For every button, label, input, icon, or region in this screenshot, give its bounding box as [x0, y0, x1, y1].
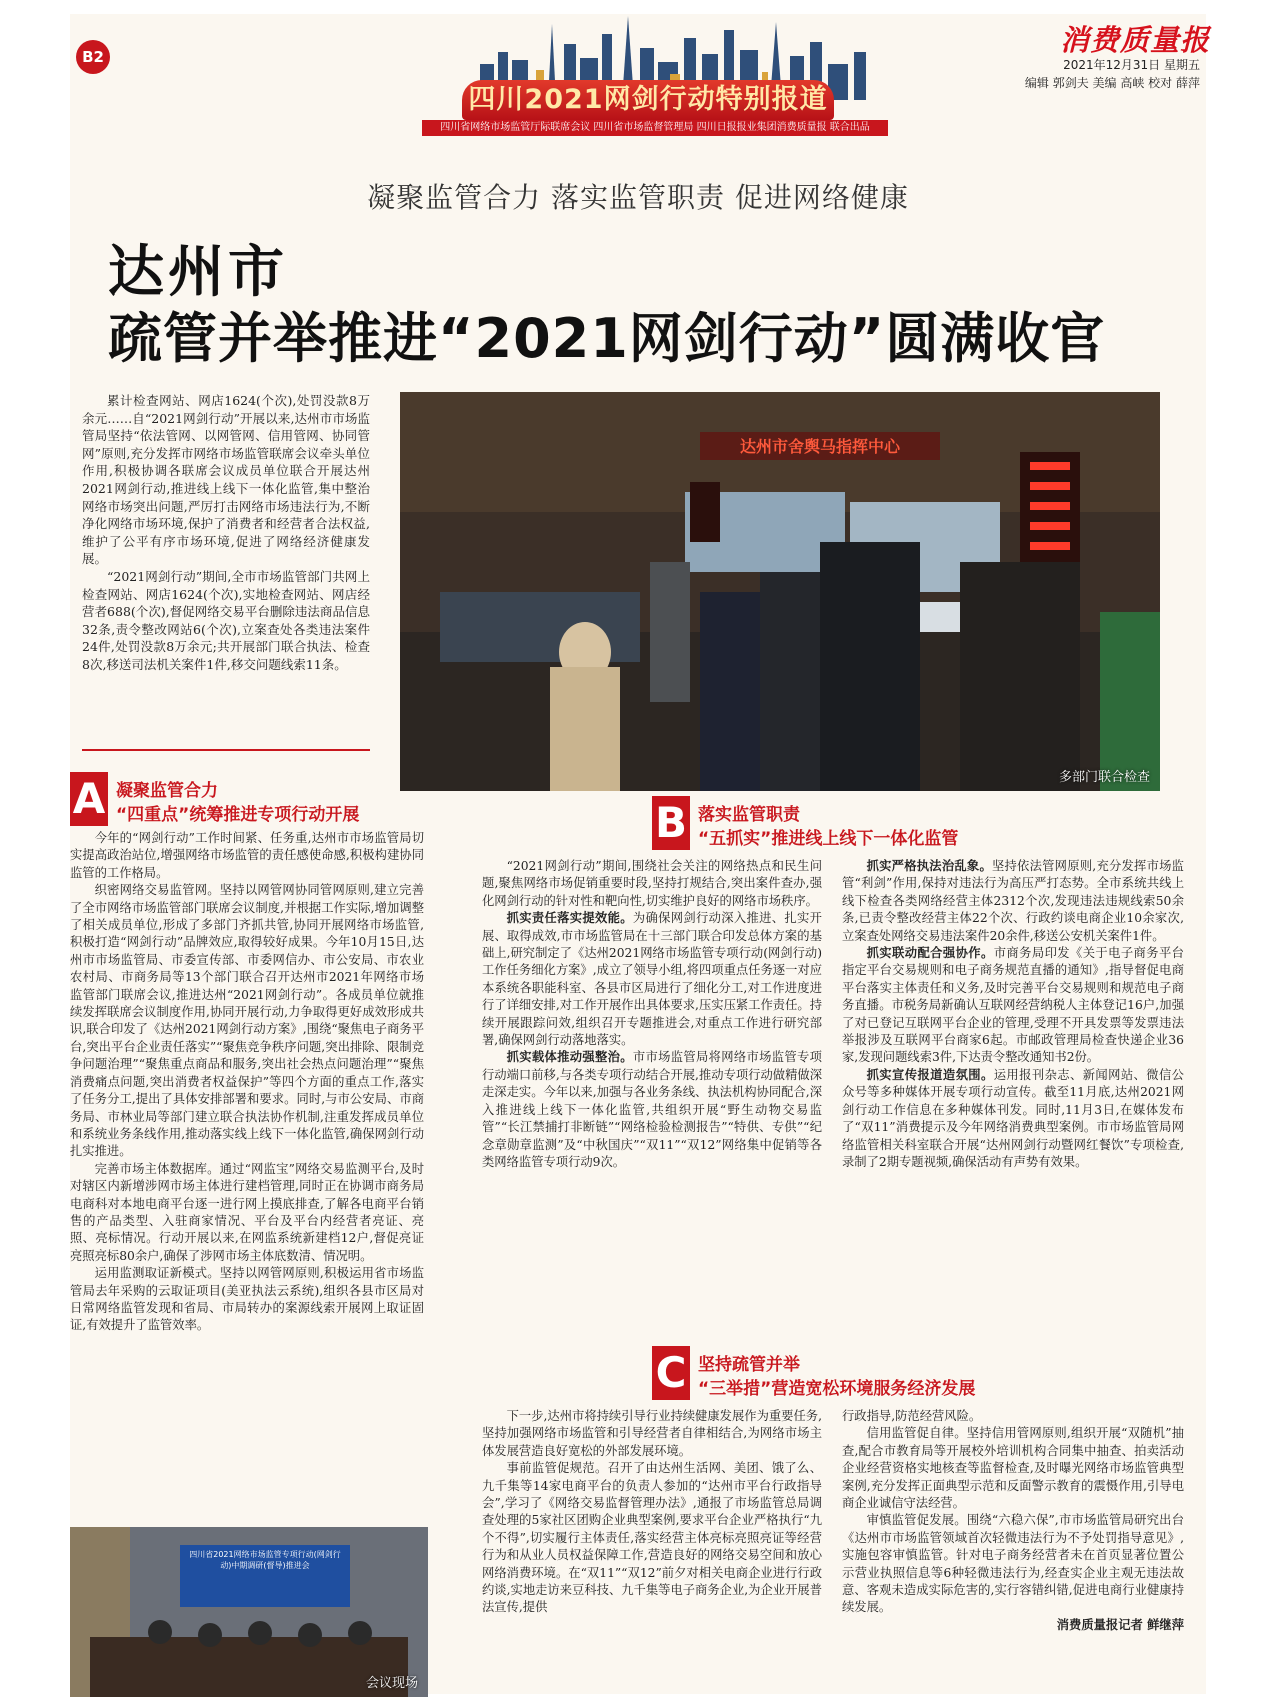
- section-c-paragraph-4: 信用监管促自律。坚持信用管网原则,组织开展“双随机”抽查,配合市教育局等开展校外培训机构合同集中抽查、拍卖活动企业经营资格实地核查等监督检查,及时曝光网络市场监管典型案例,充分发挥正面典型示范和反面警示教育的震慑作用,引导电商企业诚信守法经营。: [842, 1426, 1184, 1511]
- section-a-paragraph-2: 织密网络交易监管网。坚持以网管网协同管网原则,建立完善了全市网络市场监管部门联席会议制度,并根据工作实际,增加调整了相关成员单位,形成了多部门齐抓共管,协同开展网络市场监管,积极打造“网剑行动”品牌效应,取得较好成果。今年10月15日,达州市市场监管局、市委宣传部、市委网信办、市公安局、市农业农村局、市商务局等13个部门联合召开达州市2021年网络市场监管部门联席会议,推进达州“2021网剑行动”。各成员单位就推续发挥联席会议制度作用,协同开展行动,力争取得更好成效形成共识,联合印发了《达州2021网剑行动方案》,围绕“聚焦电子商务平台,突出平台企业责任落实”“聚焦竞争秩序问题,突出排除、限制竞争问题治理”“聚焦重点商品和服务,突出社会热点问题治理”“聚焦消费痛点问题,突出消费者权益保护”等四个方面的重点工作,落实了任务分工,提出了具体安排部署和要求。同时,与市公安局、市商务局、市林业局等部门建立联合执法协作机制,注重发挥成员单位和系统业务条线作用,推动落实线上线下一体化监管,确保网剑行动扎实推进。: [70, 883, 424, 1159]
- section-b-body-right: [842, 858, 1184, 1171]
- headline-title-line1: 达州市: [108, 240, 288, 305]
- page-number-badge: B2: [76, 40, 110, 74]
- section-a-title: 凝聚监管合力: [116, 781, 218, 801]
- lead-paragraph-2: “2021网剑行动”期间,全市市场监管部门共网上检查网站、网店1624(个次),实地检查网站、网店经营者688(个次),督促网络交易平台删除违法商品信息32条,责令整改网站6(个次),立案查处各类违法案件24件,处罚没款8万余元;共开展部门联合执法、检查8次,移送司法机关案件1件,移交问题线索11条。: [82, 568, 370, 672]
- section-b-paragraph-5: 抓实宣传报道造氛围。运用报刊杂志、新闻网站、微信公众号等多种媒体开展专项行动宣传。截至11月底,达州2021网剑行动工作信息在多种媒体刊发。同时,11月3日,在媒体发布了“双11”消费提示及今年网络消费典型案例。市市场监管局网络监管相关科室联合开展“达州网剑行动暨网红餐饮”专项检查,录制了2期专题视频,确保活动有声势有效果。: [842, 1067, 1184, 1169]
- section-c-body-right: [842, 1408, 1184, 1634]
- section-a-subtitle: “四重点”统筹推进专项行动开展: [116, 805, 360, 825]
- section-b-title: 落实监管职责: [698, 805, 800, 825]
- section-c-marker: C: [652, 1346, 690, 1400]
- lead-paragraphs: [82, 392, 370, 674]
- section-c-paragraph-3: 行政指导,防范经营风险。: [842, 1409, 982, 1423]
- section-a-marker: A: [70, 772, 108, 826]
- section-b-lead-2: 抓实载体推动强整治。: [506, 1050, 633, 1065]
- section-b-lead-1: 抓实责任落实提效能。: [506, 911, 633, 926]
- section-c-subtitle: “三举措”营造宽松环境服务经济发展: [698, 1379, 976, 1399]
- special-report-banner: 四川2021网剑行动特别报道: [462, 80, 834, 120]
- command-center-scene: [400, 392, 1160, 791]
- section-b-paragraph-4: 抓实联动配合强协作。市商务局印发《关于电子商务平台指定平台交易规则和电子商务规范直播的通知》,指导督促电商平台落实主体责任和义务,及时完善平台交易规则和规范电子商务直播。市税务局新确认互联网经营纳税人主体登记16户,加强了对已登记互联网平台企业的管理,受理不开具发票等发票违法举报涉及互联网平台商家6起。市邮政管理局检查快递企业36家,发现问题线索3件,下达责令整改通知书2份。: [842, 946, 1184, 1065]
- section-b-lead-3: 抓实严格执法治乱象。: [866, 859, 992, 873]
- section-b-paragraph-2: 抓实载体推动强整治。市市场监管局将网络市场监管专项行动端口前移,与各类专项行动结合开展,推动专项行动做精做深走深走实。今年以来,加强与各业务条线、执法机构协同配合,深入推进线上线下一体化监管,共组织开展“野生动物交易监管”“长江禁捕打非断链”“网络检验检测报告”“特供、专供”“纪念章勋章监测”及“中秋国庆”“双11”“双12”网络集中促销等各类网络监管专项行动9次。: [482, 1050, 822, 1169]
- main-photo-caption: 多部门联合检查: [1058, 770, 1150, 785]
- section-c-title: 坚持疏管并举: [698, 1355, 800, 1375]
- headline-subtitle: 凝聚监管合力 落实监管职责 促进网络健康: [367, 181, 909, 214]
- section-a-paragraph-1: 今年的“网剑行动”工作时间紧、任务重,达州市市场监管局切实提高政治站位,增强网络市场监管的责任感使命感,积极构建协同监管的工作格局。: [70, 831, 424, 880]
- meeting-photo: [70, 1527, 428, 1697]
- article-byline: 消费质量报记者 鲜继萍: [1056, 1617, 1184, 1632]
- lead-divider: [82, 749, 370, 751]
- section-b-intro: “2021网剑行动”期间,围绕社会关注的网络热点和民生问题,聚焦网络市场促销重要时段,坚持打规结合,突出案件查办,强化网剑行动的针对性和靶向性,切实维护良好的网络市场秩序。: [482, 859, 822, 908]
- section-c-body-left: [482, 1408, 822, 1617]
- editor-credits: 编辑 郭剑夫 美编 高峡 校对 薛萍: [1024, 76, 1200, 90]
- section-b-body-left: [482, 858, 822, 1171]
- section-b-paragraph-1: 抓实责任落实提效能。为确保网剑行动深入推进、扎实开展、取得成效,市市场监管局在十三部门联合印发总体方案的基础上,研究制定了《达州2021网络市场监管专项行动(网剑行动)工作任务细化方案》,成立了领导小组,将四项重点任务逐一对应本系统各职能科室、各县市区局进行了细化分工,对工作进度进行了详细安排,对工作开展作出具体要求,压实压紧工作责任。持续开展跟踪问效,组织召开专题推进会,对重点工作进行研究部署,确保网剑行动落地落实。: [482, 911, 822, 1048]
- section-b-paragraph-3: 抓实严格执法治乱象。坚持依法管网原则,充分发挥市场监管“利剑”作用,保持对违法行为高压严打态势。全市系统共线上线下检查各类网络经营主体2312个次,发现违法违规线索50余条,已责令整改经营主体22个次、行政约谈电商企业10余家次,立案查处网络交易违法案件20余件,移送公安机关案件1件。: [842, 859, 1184, 943]
- section-b-lead-4: 抓实联动配合强协作。: [866, 946, 994, 961]
- lead-paragraph-1: 累计检查网站、网店1624(个次),处罚没款8万余元……自“2021网剑行动”开展以来,达州市市场监管局坚持“依法管网、以网管网、信用管网、协同管网”原则,充分发挥市网络市场监管联席会议牵头单位作用,积极协调各联席会议成员单位联合开展达州2021网剑行动,推进线上线下一体化监管,集中整治网络市场突出问题,严厉打击网络市场违法行为,不断净化网络市场环境,保护了消费者和经营者合法权益,维护了公平有序市场环境,促进了网络经济健康发展。: [82, 393, 370, 567]
- section-b-subtitle: “五抓实”推进线上线下一体化监管: [698, 829, 959, 849]
- meeting-photo-caption: 会议现场: [365, 1676, 418, 1691]
- section-c-paragraph-5: 审慎监管促发展。围绕“六稳六保”,市市场监管局研究出台《达州市市场监管领域首次轻微违法行为不予处罚指导意见》,实施包容审慎监管。针对电子商务经营者未在首页显著位置公示营业执照信息等6种轻微违法行为,经查实企业主观无违法故意、客观未造成实际危害的,实行容错纠错,促进电商行业健康持续发展。: [842, 1513, 1184, 1615]
- section-b-marker: B: [652, 796, 690, 850]
- meeting-screen-text: 四川省2021网络市场监管专项行动(网剑行动)中期调研(督导)推进会: [189, 1550, 341, 1570]
- newspaper-masthead: 消费质量报: [1059, 23, 1210, 57]
- section-a-paragraph-4: 运用监测取证新模式。坚持以网管网原则,积极运用省市场监管局去年采购的云取证项目(美亚执法云系统),组织各县市区局对日常网络监管发现和省局、市局转办的案源线索开展网上取证固证,有效提升了监管效率。: [70, 1266, 424, 1333]
- section-c-paragraph-2: 事前监管促规范。召开了由达州生活网、美团、饿了么、九千集等14家电商平台的负责人参加的“达州市平台行政指导会”,学习了《网络交易监督管理办法》,通报了市场监管总局调查处理的5家社区团购企业典型案例,要求平台企业严格执行“九个不得”,切实履行主体责任,落实经营主体亮标亮照亮证等经营行为和从业人员权益保障工作,营造良好的网络交易空间和放心网络消费环境。在“双11”“双12”前夕对相关电商企业进行行政约谈,实地走访来豆科技、九千集等电子商务企业,为企业开展普法宣传,提供: [482, 1461, 822, 1615]
- section-b-lead-5: 抓实宣传报道造氛围。: [866, 1067, 994, 1082]
- command-center-sign: 达州市舍舆马指挥中心: [739, 437, 901, 456]
- command-center-photo: [400, 392, 1160, 791]
- section-a-paragraph-3: 完善市场主体数据库。通过“网监宝”网络交易监测平台,及时对辖区内新增涉网市场主体进行建档管理,同时正在协调市商务局电商科对本地电商平台逐一进行网上摸底排查,了解各电商平台销售的产品类型、入驻商家情况、平台及平台内经营者亮证、亮照、亮标情况。行动开展以来,在网监系统新建档12户,督促亮证亮照亮标80余户,确保了涉网市场主体底数清、情况明。: [70, 1161, 424, 1263]
- section-c-paragraph-1: 下一步,达州市将持续引导行业持续健康发展作为重要任务,坚持加强网络市场监管和引导经营者自律相结合,为网络市场主体发展营造良好宽松的外部发展环境。: [482, 1409, 822, 1458]
- issue-date: 2021年12月31日 星期五: [1063, 58, 1200, 72]
- sponsor-strip: 四川省网络市场监管厅际联席会议 四川省市场监督管理局 四川日报报业集团消费质量报 联合出品: [422, 120, 888, 136]
- headline-title-line2: 疏管并举推进“2021网剑行动”圆满收官: [108, 307, 1106, 370]
- section-a-body: [70, 830, 424, 1335]
